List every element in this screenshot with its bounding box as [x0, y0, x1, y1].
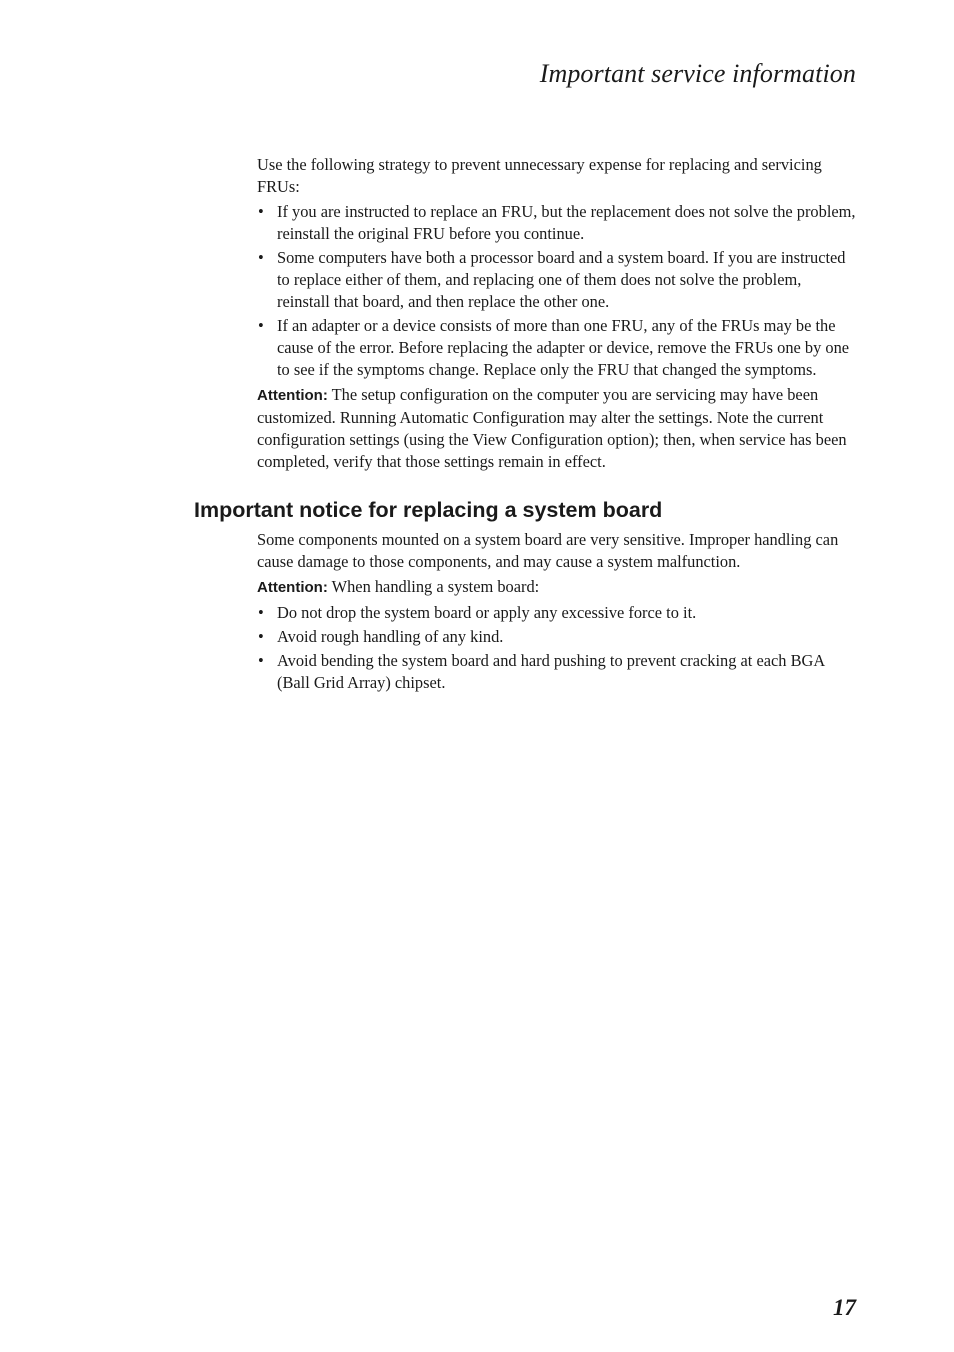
list-item [257, 602, 857, 624]
intro-paragraph: Use the following strategy to prevent unnecessary expense for replacing and servicing FRUs: [257, 155, 822, 196]
list-item-text: Avoid rough handling of any kind. [277, 627, 504, 646]
attention-text: The setup configuration on the computer you are servicing may have been customized. Running Automatic Configuration may alter the settings. Note the current configuration settings (using the View Configuration option); then, when service has been completed, verify that those settings remain in effect. [257, 385, 847, 471]
bullet-icon: • [258, 202, 264, 221]
attention-note [257, 576, 857, 599]
handling-list [257, 602, 857, 694]
page-number: 17 [833, 1295, 856, 1320]
list-item-text: Some computers have both a processor board and a system board. If you are instructed to replace either of them, and replacing one of them does not solve the problem, reinstall that board, and then replace the other one. [277, 248, 846, 311]
section-heading: Important notice for replacing a system board [194, 498, 663, 522]
strategy-list [257, 201, 857, 381]
list-item [257, 650, 857, 694]
bullet-icon: • [258, 603, 264, 622]
list-item-text: If you are instructed to replace an FRU, but the replacement does not solve the problem, reinstall the original FRU before you continue. [277, 202, 856, 243]
running-header: Important service information [539, 59, 856, 88]
list-item-text: If an adapter or a device consists of more than one FRU, any of the FRUs may be the cause of the error. Before replacing the adapter or device, remove the FRUs one by one to see if the symptoms change. Replace only the FRU that changed the symptoms. [277, 316, 850, 379]
page-body [194, 154, 857, 697]
attention-label: Attention: [257, 387, 328, 404]
bullet-icon: • [258, 651, 264, 670]
bullet-icon: • [258, 316, 264, 335]
list-item [257, 315, 857, 381]
bullet-icon: • [258, 248, 264, 267]
list-item-text: Do not drop the system board or apply any excessive force to it. [277, 603, 697, 622]
bullet-icon: • [258, 627, 264, 646]
attention-note [257, 384, 857, 473]
attention-label: Attention: [257, 579, 328, 596]
list-item [257, 201, 857, 245]
section-paragraph: Some components mounted on a system board are very sensitive. Improper handling can cause damage to those components, and may cause a system malfunction. [257, 530, 839, 571]
attention-text: When handling a system board: [331, 577, 540, 596]
list-item [257, 247, 857, 313]
list-item-text: Avoid bending the system board and hard pushing to prevent cracking at each BGA (Ball Grid Array) chipset. [277, 651, 825, 692]
list-item [257, 626, 857, 648]
